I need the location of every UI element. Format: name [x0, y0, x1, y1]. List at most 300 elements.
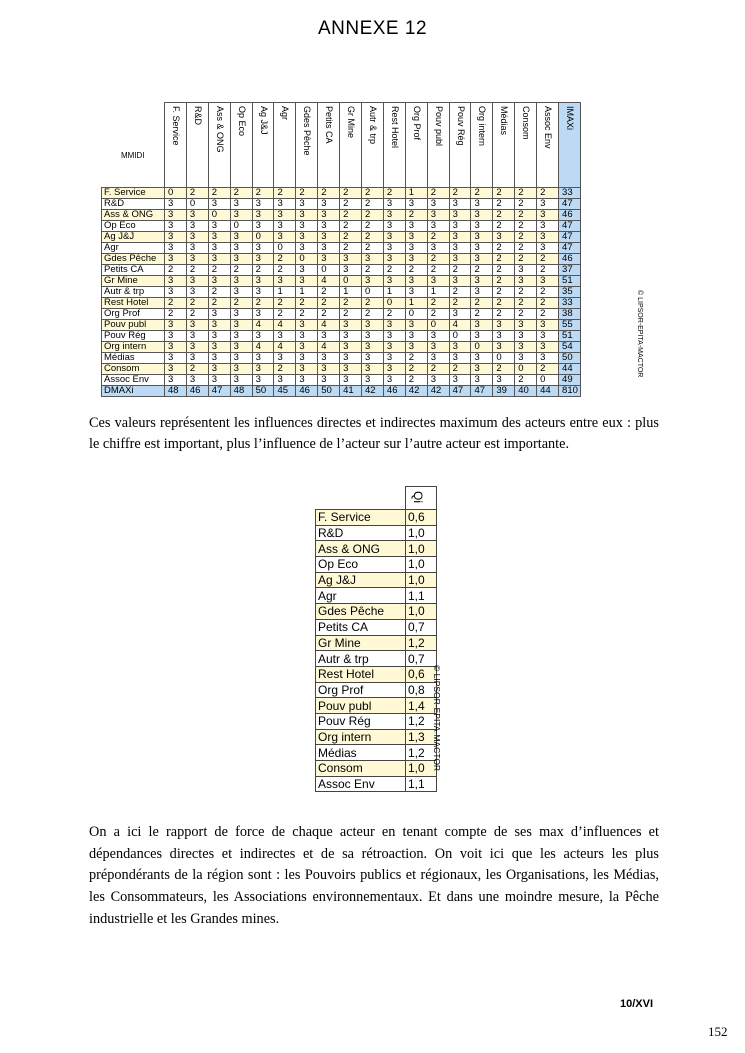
- matrix-column-header: Gr Mine: [340, 103, 362, 188]
- qi-row-value: 1,0: [406, 604, 437, 620]
- matrix-cell: 3: [186, 352, 208, 363]
- matrix-cell: 3: [230, 352, 252, 363]
- matrix-cell: 0: [186, 198, 208, 209]
- page-title: ANNEXE 12: [317, 18, 428, 39]
- matrix-cell: 3: [340, 341, 362, 352]
- matrix-cell: 2: [427, 253, 449, 264]
- matrix-cell: 3: [405, 286, 427, 297]
- matrix-cell: 3: [296, 242, 318, 253]
- matrix-row-label: Ag J&J: [102, 231, 165, 242]
- matrix-cell: 3: [383, 242, 405, 253]
- matrix-cell: 2: [208, 286, 230, 297]
- matrix-cell: 3: [515, 319, 537, 330]
- matrix-cell: 3: [208, 363, 230, 374]
- matrix-cell: 3: [252, 198, 274, 209]
- matrix-cell: 4: [318, 319, 340, 330]
- matrix-cell: 2: [340, 209, 362, 220]
- qi-row: [316, 604, 437, 620]
- matrix-cell: 2: [449, 187, 471, 198]
- matrix-cell: 2: [296, 308, 318, 319]
- matrix-cell: 3: [230, 374, 252, 385]
- matrix-cell: 2: [165, 308, 187, 319]
- matrix-cell: 46: [186, 385, 208, 396]
- matrix-column-header: Ag J&J: [252, 103, 274, 188]
- matrix-cell: 3: [230, 341, 252, 352]
- matrix-row: [102, 209, 581, 220]
- matrix-cell: 3: [537, 341, 559, 352]
- matrix-cell: 3: [208, 220, 230, 231]
- matrix-cell: 50: [318, 385, 340, 396]
- matrix-cell: 2: [493, 286, 515, 297]
- matrix-row-label: Pouv publ: [102, 319, 165, 330]
- matrix-cell: 3: [449, 242, 471, 253]
- matrix-cell: 2: [362, 198, 384, 209]
- matrix-cell: 3: [186, 319, 208, 330]
- qi-table: [315, 486, 437, 792]
- matrix-cell: 49: [559, 374, 581, 385]
- matrix-cell: 3: [165, 374, 187, 385]
- matrix-cell: 3: [208, 374, 230, 385]
- matrix-cell: 2: [493, 363, 515, 374]
- matrix-cell: 0: [208, 209, 230, 220]
- matrix-cell: 3: [537, 209, 559, 220]
- matrix-cell: 3: [383, 231, 405, 242]
- matrix-cell: 2: [537, 363, 559, 374]
- matrix-cell: 2: [318, 187, 340, 198]
- matrix-cell: 4: [274, 341, 296, 352]
- qi-row-value: 0,6: [406, 666, 437, 682]
- matrix-cell: 3: [537, 220, 559, 231]
- matrix-cell: 3: [383, 363, 405, 374]
- matrix-cell: 2: [340, 297, 362, 308]
- matrix-cell: 3: [296, 330, 318, 341]
- matrix-cell: 2: [471, 187, 493, 198]
- matrix-cell: 3: [230, 308, 252, 319]
- matrix-cell: 3: [383, 319, 405, 330]
- matrix-cell: 3: [515, 352, 537, 363]
- matrix-cell: 2: [208, 297, 230, 308]
- matrix-cell: 3: [405, 253, 427, 264]
- matrix-cell: 3: [493, 319, 515, 330]
- matrix-cell: 4: [252, 319, 274, 330]
- matrix-cell: 2: [340, 242, 362, 253]
- matrix-cell: 3: [449, 231, 471, 242]
- qi-row-label: F. Service: [316, 510, 406, 526]
- matrix-cell: 2: [186, 297, 208, 308]
- matrix-cell: 2: [274, 297, 296, 308]
- matrix-cell: 3: [252, 242, 274, 253]
- qi-row-value: 0,7: [406, 651, 437, 667]
- qi-row: [316, 572, 437, 588]
- matrix-row-label: R&D: [102, 198, 165, 209]
- matrix-row: [102, 275, 581, 286]
- matrix-row-label: Autr & trp: [102, 286, 165, 297]
- matrix-cell: 0: [471, 341, 493, 352]
- qi-copyright: © LIPSOR-EPITA-MACTOR: [432, 665, 442, 772]
- qi-row-label: Rest Hotel: [316, 666, 406, 682]
- matrix-cell: 3: [471, 352, 493, 363]
- matrix-row-label: Org Prof: [102, 308, 165, 319]
- matrix-cell: 2: [318, 286, 340, 297]
- matrix-cell: 2: [405, 352, 427, 363]
- matrix-column-header: Org intern: [471, 103, 493, 188]
- matrix-cell: 2: [165, 297, 187, 308]
- qi-row-label: Petits CA: [316, 619, 406, 635]
- matrix-cell: 0: [252, 231, 274, 242]
- matrix-row: [102, 242, 581, 253]
- matrix-cell: 3: [186, 253, 208, 264]
- matrix-cell: 1: [427, 286, 449, 297]
- qi-row-value: 1,0: [406, 541, 437, 557]
- qi-row-label: Org Prof: [316, 682, 406, 698]
- matrix-cell: 3: [383, 275, 405, 286]
- matrix-cell: 2: [449, 363, 471, 374]
- matrix-cell: 0: [493, 352, 515, 363]
- matrix-cell: 1: [274, 286, 296, 297]
- page-number: 152: [708, 1024, 728, 1039]
- matrix-cell: 2: [427, 363, 449, 374]
- qi-row-value: 1,1: [406, 588, 437, 604]
- matrix-cell: 2: [449, 286, 471, 297]
- matrix-cell: 3: [471, 209, 493, 220]
- matrix-cell: 3: [449, 341, 471, 352]
- matrix-cell: 3: [515, 275, 537, 286]
- matrix-cell: 2: [383, 308, 405, 319]
- matrix-row-label: Org intern: [102, 341, 165, 352]
- matrix-cell: 3: [471, 374, 493, 385]
- matrix-cell: 3: [186, 286, 208, 297]
- matrix-column-header: Assoc Env: [537, 103, 559, 188]
- matrix-cell: 3: [186, 374, 208, 385]
- matrix-cell: 3: [493, 341, 515, 352]
- matrix-cell: 3: [383, 341, 405, 352]
- matrix-cell: 3: [493, 330, 515, 341]
- matrix-cell: 2: [383, 187, 405, 198]
- matrix-cell: 40: [515, 385, 537, 396]
- matrix-cell: 3: [537, 330, 559, 341]
- matrix-cell: 50: [559, 352, 581, 363]
- matrix-cell: 2: [186, 308, 208, 319]
- matrix-cell: 3: [362, 363, 384, 374]
- matrix-column-header: Autr & trp: [362, 103, 384, 188]
- qi-row-label: Assoc Env: [316, 776, 406, 792]
- matrix-cell: 3: [340, 264, 362, 275]
- matrix-cell: 37: [559, 264, 581, 275]
- qi-row-value: 1,2: [406, 745, 437, 761]
- matrix-cell: 3: [362, 330, 384, 341]
- matrix-cell: 3: [449, 220, 471, 231]
- matrix-cell: 47: [208, 385, 230, 396]
- matrix-row-label: Agr: [102, 242, 165, 253]
- matrix-row: [102, 385, 581, 396]
- matrix-cell: 3: [208, 330, 230, 341]
- matrix-column-header: Pouv publ: [427, 103, 449, 188]
- matrix-cell: 51: [559, 275, 581, 286]
- matrix-cell: 3: [405, 330, 427, 341]
- matrix-cell: 3: [274, 275, 296, 286]
- matrix-cell: 51: [559, 330, 581, 341]
- matrix-cell: 3: [165, 341, 187, 352]
- matrix-cell: 2: [252, 187, 274, 198]
- matrix-cell: 3: [471, 253, 493, 264]
- matrix-row: [102, 253, 581, 264]
- matrix-cell: 46: [296, 385, 318, 396]
- matrix-cell: 3: [208, 231, 230, 242]
- matrix-cell: 3: [296, 209, 318, 220]
- qi-row-value: 1,2: [406, 635, 437, 651]
- matrix-cell: 42: [427, 385, 449, 396]
- matrix-cell: 3: [252, 330, 274, 341]
- matrix-cell: 3: [252, 286, 274, 297]
- matrix-cell: 3: [515, 341, 537, 352]
- matrix-column-header: Médias: [493, 103, 515, 188]
- matrix-cell: 2: [537, 297, 559, 308]
- matrix-cell: 3: [318, 242, 340, 253]
- matrix-row-label: Rest Hotel: [102, 297, 165, 308]
- matrix-cell: 3: [471, 330, 493, 341]
- matrix-cell: 3: [186, 341, 208, 352]
- matrix-cell: 3: [405, 198, 427, 209]
- matrix-cell: 46: [559, 253, 581, 264]
- matrix-cell: 3: [165, 330, 187, 341]
- matrix-cell: 3: [449, 352, 471, 363]
- matrix-cell: 3: [318, 363, 340, 374]
- matrix-cell: 3: [383, 220, 405, 231]
- matrix-cell: 48: [230, 385, 252, 396]
- matrix-cell: 0: [362, 286, 384, 297]
- matrix-cell: 3: [340, 352, 362, 363]
- matrix-cell: 3: [471, 220, 493, 231]
- matrix-cell: 3: [296, 198, 318, 209]
- matrix-cell: 0: [274, 242, 296, 253]
- matrix-row: [102, 297, 581, 308]
- matrix-cell: 3: [208, 198, 230, 209]
- matrix-column-header: Petits CA: [318, 103, 340, 188]
- matrix-cell: 3: [274, 231, 296, 242]
- matrix-cell: 3: [252, 374, 274, 385]
- qi-row-label: Ag J&J: [316, 572, 406, 588]
- matrix-cell: 3: [230, 198, 252, 209]
- matrix-cell: 3: [405, 341, 427, 352]
- matrix-cell: 3: [537, 198, 559, 209]
- matrix-cell: 0: [340, 275, 362, 286]
- matrix-cell: 2: [340, 198, 362, 209]
- matrix-column-header: R&D: [186, 103, 208, 188]
- qi-row-label: Consom: [316, 761, 406, 777]
- qi-row: [316, 729, 437, 745]
- matrix-cell: 42: [362, 385, 384, 396]
- matrix-cell: 1: [383, 286, 405, 297]
- matrix-cell: 3: [383, 374, 405, 385]
- matrix-cell: 33: [559, 297, 581, 308]
- matrix-cell: 3: [383, 198, 405, 209]
- matrix-row-label: Ass & ONG: [102, 209, 165, 220]
- matrix-cell: 3: [165, 209, 187, 220]
- matrix-cell: 0: [405, 308, 427, 319]
- qi-row-label: Op Eco: [316, 557, 406, 573]
- matrix-cell: 3: [427, 352, 449, 363]
- matrix-cell: 2: [427, 187, 449, 198]
- matrix-cell: 3: [449, 198, 471, 209]
- qi-row-label: Gdes Pêche: [316, 604, 406, 620]
- matrix-row: [102, 220, 581, 231]
- matrix-cell: 3: [296, 220, 318, 231]
- matrix-cell: 3: [230, 209, 252, 220]
- matrix-cell: 3: [318, 198, 340, 209]
- matrix-cell: 2: [493, 187, 515, 198]
- matrix-cell: 3: [252, 220, 274, 231]
- qi-row: [316, 510, 437, 526]
- matrix-cell: 3: [165, 198, 187, 209]
- qi-row-value: 0,7: [406, 619, 437, 635]
- matrix-cell: 48: [165, 385, 187, 396]
- matrix-cell: 2: [515, 209, 537, 220]
- matrix-cell: 3: [186, 231, 208, 242]
- matrix-cell: 2: [515, 187, 537, 198]
- matrix-cell: 0: [296, 253, 318, 264]
- paragraph-1: Ces valeurs représentent les influences directes et indirectes maximum des acteurs entre eux : plus le chiffre est important, plus l’influence de l’acteur sur l’autre acteur est importante.: [89, 415, 659, 452]
- matrix-cell: 3: [296, 231, 318, 242]
- matrix-cell: 3: [537, 275, 559, 286]
- matrix-cell: 33: [559, 187, 581, 198]
- matrix-cell: 2: [208, 264, 230, 275]
- matrix-cell: 2: [296, 187, 318, 198]
- paragraph-2: On a ici le rapport de force de chaque acteur en tenant compte de ses max d’influences et dépendances directes et indirectes et de sa rétroaction. On voit ici que les acteurs les plus prépondérants de la région sont : les Pouvoirs publics et régionaux, les Organisations, les Médias, les Consommateurs, les Associations environnementaux. Et dans une moindre mesure, la Pêche industrielle et les Grandes mines.: [89, 824, 659, 927]
- matrix-cell: 3: [230, 330, 252, 341]
- matrix-cell: 41: [340, 385, 362, 396]
- qi-row-label: Ass & ONG: [316, 541, 406, 557]
- matrix-row-label: Assoc Env: [102, 374, 165, 385]
- matrix-column-header: Ass & ONG: [208, 103, 230, 188]
- matrix-cell: 3: [383, 330, 405, 341]
- matrix-cell: 3: [274, 198, 296, 209]
- matrix-cell: 3: [537, 242, 559, 253]
- qi-row-label: Médias: [316, 745, 406, 761]
- matrix-cell: 3: [427, 275, 449, 286]
- matrix-cell: 2: [537, 264, 559, 275]
- matrix-cell: 3: [405, 275, 427, 286]
- matrix-cell: 2: [383, 264, 405, 275]
- matrix-cell: 3: [383, 209, 405, 220]
- matrix-cell: 47: [449, 385, 471, 396]
- matrix-row-label: Pouv Rég: [102, 330, 165, 341]
- matrix-cell: 0: [537, 374, 559, 385]
- matrix-cell: 47: [559, 242, 581, 253]
- matrix-cell: 2: [471, 264, 493, 275]
- matrix-cell: 2: [274, 187, 296, 198]
- matrix-cell: 3: [427, 198, 449, 209]
- matrix-cell: 2: [515, 231, 537, 242]
- qi-header-blank: [316, 487, 406, 510]
- matrix-cell: 3: [405, 220, 427, 231]
- matrix-cell: 2: [515, 242, 537, 253]
- matrix-column-header: Gdes Pêche: [296, 103, 318, 188]
- matrix-row: [102, 286, 581, 297]
- matrix-cell: 3: [296, 319, 318, 330]
- matrix-row: [102, 363, 581, 374]
- matrix-cell: 3: [340, 253, 362, 264]
- matrix-cell: 3: [318, 330, 340, 341]
- matrix-cell: 2: [449, 297, 471, 308]
- matrix-cell: 3: [296, 374, 318, 385]
- matrix-cell: 2: [537, 286, 559, 297]
- qi-header: Qi: [406, 487, 437, 510]
- matrix-row: [102, 187, 581, 198]
- qi-row-label: Gr Mine: [316, 635, 406, 651]
- matrix-cell: 2: [230, 187, 252, 198]
- qi-row: [316, 651, 437, 667]
- qi-row-label: Pouv publ: [316, 698, 406, 714]
- matrix-cell: 2: [362, 242, 384, 253]
- matrix-cell: 810: [559, 385, 581, 396]
- matrix-column-header: F. Service: [165, 103, 187, 188]
- matrix-cell: 3: [165, 363, 187, 374]
- matrix-cell: 2: [362, 264, 384, 275]
- matrix-cell: 3: [362, 374, 384, 385]
- matrix-cell: 2: [274, 253, 296, 264]
- qi-row: [316, 588, 437, 604]
- mmidi-matrix-table: [101, 102, 581, 397]
- matrix-cell: 2: [515, 220, 537, 231]
- matrix-row-label: DMAXi: [102, 385, 165, 396]
- matrix-cell: 3: [471, 363, 493, 374]
- matrix-cell: 3: [318, 220, 340, 231]
- qi-row-value: 0,8: [406, 682, 437, 698]
- matrix-cell: 47: [559, 220, 581, 231]
- matrix-cell: 3: [449, 209, 471, 220]
- matrix-cell: 47: [559, 231, 581, 242]
- matrix-cell: 3: [186, 330, 208, 341]
- qi-row-value: 1,0: [406, 761, 437, 777]
- matrix-cell: 2: [427, 308, 449, 319]
- matrix-cell: 2: [493, 198, 515, 209]
- qi-row: [316, 682, 437, 698]
- matrix-cell: 3: [449, 275, 471, 286]
- matrix-row: [102, 330, 581, 341]
- matrix-cell: 0: [165, 187, 187, 198]
- matrix-cell: 3: [362, 275, 384, 286]
- matrix-cell: 2: [537, 187, 559, 198]
- matrix-cell: 3: [252, 253, 274, 264]
- matrix-cell: 2: [340, 231, 362, 242]
- matrix-cell: 2: [449, 264, 471, 275]
- matrix-cell: 2: [515, 253, 537, 264]
- matrix-cell: 3: [186, 275, 208, 286]
- matrix-cell: 3: [274, 330, 296, 341]
- qi-row: [316, 666, 437, 682]
- matrix-cell: 3: [471, 319, 493, 330]
- matrix-cell: 3: [165, 275, 187, 286]
- matrix-cell: 47: [559, 198, 581, 209]
- matrix-cell: 3: [165, 242, 187, 253]
- matrix-cell: 3: [296, 352, 318, 363]
- matrix-cell: 4: [318, 341, 340, 352]
- matrix-cell: 3: [471, 198, 493, 209]
- matrix-row-label: Op Eco: [102, 220, 165, 231]
- matrix-cell: 2: [515, 297, 537, 308]
- matrix-row: [102, 352, 581, 363]
- matrix-cell: 3: [208, 352, 230, 363]
- matrix-cell: 2: [493, 275, 515, 286]
- matrix-cell: 3: [208, 242, 230, 253]
- matrix-cell: 3: [362, 319, 384, 330]
- matrix-cell: 3: [405, 231, 427, 242]
- matrix-cell: 50: [252, 385, 274, 396]
- matrix-cell: 4: [449, 319, 471, 330]
- matrix-cell: 0: [383, 297, 405, 308]
- matrix-cell: 2: [405, 363, 427, 374]
- matrix-cell: 2: [318, 308, 340, 319]
